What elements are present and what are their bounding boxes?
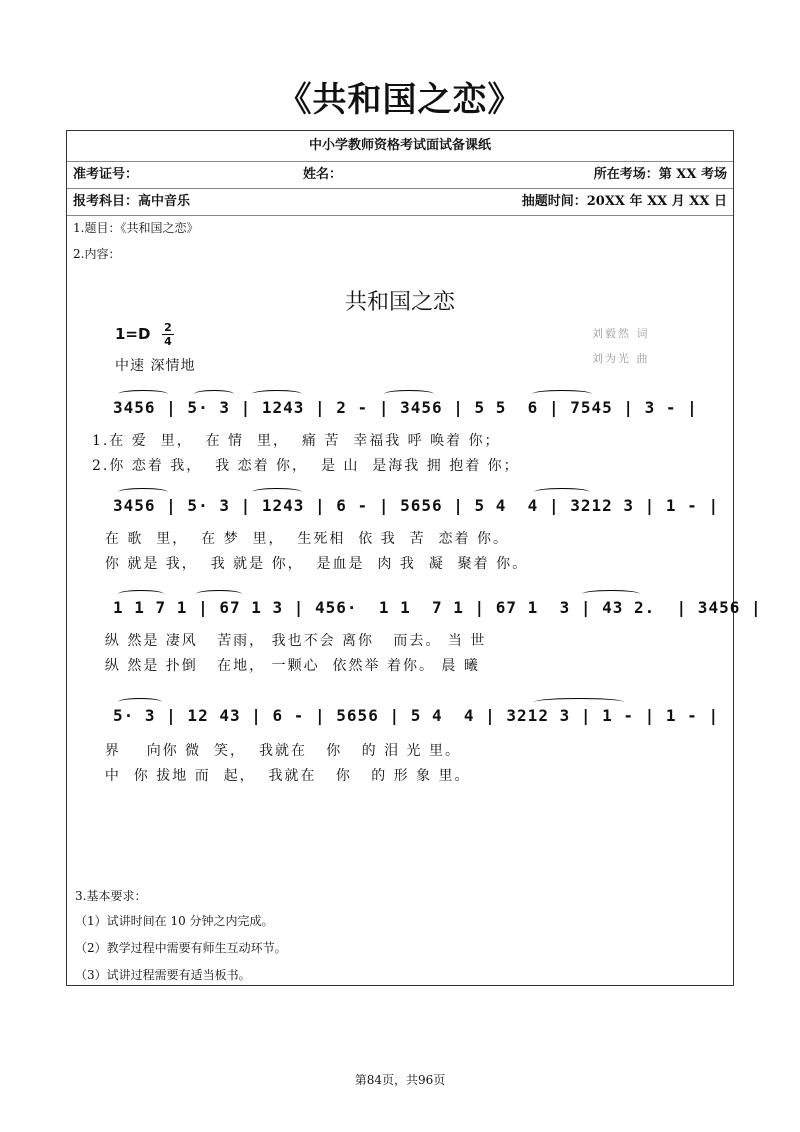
- slur-mark: [534, 488, 590, 496]
- lyric-line: 1.在 爱 里， 在 情 里， 痛 苦 幸福我 呼 唤着 你；: [92, 433, 501, 449]
- requirement-item: （2）教学过程中需要有师生互动环节。: [75, 941, 287, 955]
- slur-mark: [118, 698, 162, 706]
- slur-mark: [532, 390, 592, 398]
- slur-mark: [118, 590, 164, 598]
- lyric-line: 纵 然是 凄风 苦雨， 我也不会 离你 而去。 当 世: [92, 633, 487, 649]
- topic-line: 1.题目：《共和国之恋》: [73, 221, 199, 235]
- jianpu-notes-line: 1 1 7 1 | 67 1 3 | 456· 1 1 7 1 | 67 1 3 | 43 2. | 3456 |: [113, 598, 762, 617]
- jianpu-notes-line: 3456 | 5· 3 | 1243 | 2 - | 3456 | 5 5 6 | 7545 | 3 - |: [113, 398, 698, 417]
- subject-label: 报考科目：高中音乐: [73, 194, 191, 209]
- form-header: 中小学教师资格考试面试备课纸: [67, 131, 733, 162]
- lyricist-credit: 刘毅然 词: [592, 327, 650, 340]
- time-signature-bottom: 4: [164, 335, 172, 348]
- slur-mark: [384, 390, 434, 398]
- time-signature: [162, 322, 174, 347]
- lyric-line: 中 你 拔地 而 起， 我就在 你 的 形 象 里。: [92, 768, 471, 784]
- lyric-line: 界 向你 微 笑， 我就在 你 的 泪 光 里。: [92, 743, 462, 759]
- tempo-marking: 中速 深情地: [115, 358, 196, 374]
- lyric-line: 2.你 恋着 我， 我 恋着 你， 是 山 是海我 拥 抱着 你；: [92, 458, 520, 474]
- exam-number-label: 准考证号：: [73, 167, 139, 182]
- content-label: 2.内容：: [73, 247, 121, 261]
- slur-mark: [194, 390, 234, 398]
- venue-label: 所在考场：第 XX 考场: [593, 167, 727, 182]
- key-signature: 1=D: [115, 325, 151, 343]
- requirement-item: （1）试讲时间在 10 分钟之内完成。: [75, 914, 274, 928]
- requirements-label: 3.基本要求：: [75, 889, 147, 903]
- page-title: 《共和国之恋》: [277, 80, 523, 120]
- slur-mark: [582, 590, 640, 598]
- name-label: 姓名：: [303, 167, 343, 182]
- song-title: 共和国之恋: [344, 290, 455, 315]
- slur-mark: [118, 390, 168, 398]
- lyric-line: 在 歌 里， 在 梦 里， 生死相 依 我 苦 恋着 你。: [92, 531, 510, 547]
- slur-mark: [118, 488, 168, 496]
- slur-mark: [534, 698, 624, 706]
- info-row: [67, 162, 733, 189]
- jianpu-notes-line: 3456 | 5· 3 | 1243 | 6 - | 5656 | 5 4 4 | 3212 3 | 1 - |: [113, 496, 720, 515]
- requirement-item: （3）试讲过程需要有适当板书。: [75, 968, 251, 982]
- page-footer: 第84页，共96页: [354, 1073, 446, 1087]
- time-signature-top: 2: [164, 321, 172, 334]
- lyric-line: 纵 然是 扑倒 在地， 一颗心 依然举 着你。 晨 曦: [92, 658, 480, 674]
- slur-mark: [252, 488, 302, 496]
- lyric-line: 你 就是 我， 我 就是 你， 是血是 肉 我 凝 聚着 你。: [92, 556, 529, 572]
- subject-row: [67, 189, 733, 216]
- slur-mark: [252, 390, 302, 398]
- draw-time-label: 抽题时间：20XX 年 XX 月 XX 日: [521, 194, 727, 209]
- slur-mark: [196, 590, 242, 598]
- composer-credit: 刘为光 曲: [592, 352, 650, 365]
- jianpu-notes-line: 5· 3 | 12 43 | 6 - | 5656 | 5 4 4 | 3212 3 | 1 - | 1 - |: [113, 706, 720, 725]
